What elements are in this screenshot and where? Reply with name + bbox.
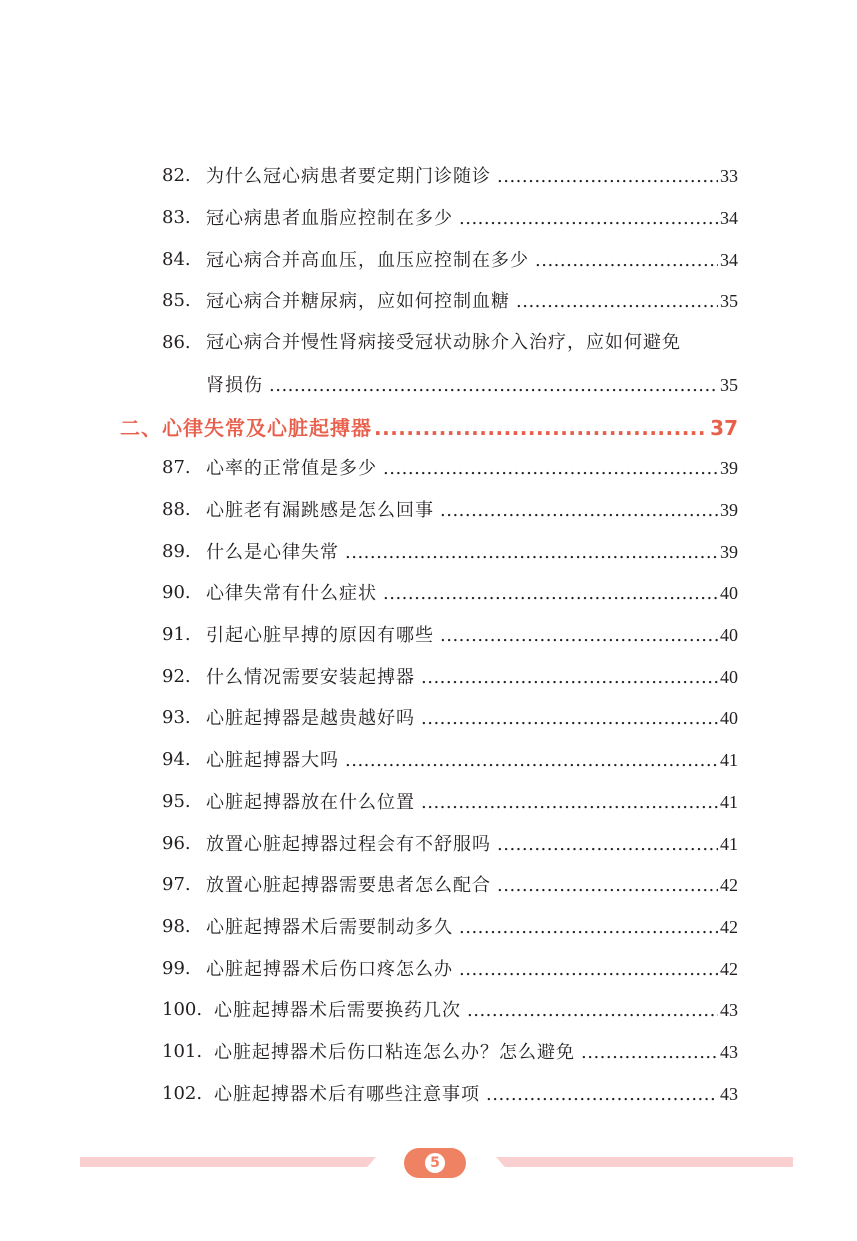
toc-entry-83[interactable]	[162, 207, 738, 229]
footer-bar-left	[80, 1157, 376, 1167]
section-page: 37	[710, 416, 738, 440]
entry-page: 41	[720, 834, 738, 854]
entry-number: 83.	[162, 207, 191, 228]
dot-leader	[459, 917, 718, 939]
toc-entry-86-line2[interactable]	[162, 374, 738, 396]
entry-title: 放置心脏起搏器需要患者怎么配合	[206, 875, 491, 896]
page-number: 5	[425, 1153, 445, 1173]
dot-leader	[269, 375, 718, 397]
toc-entry-102[interactable]	[162, 1083, 738, 1105]
section-heading[interactable]	[120, 415, 738, 441]
footer-bar-right	[496, 1157, 793, 1167]
dot-leader	[459, 959, 718, 981]
entry-title: 冠心病患者血脂应控制在多少	[206, 208, 453, 229]
dot-leader	[421, 667, 718, 689]
entry-title: 心脏起搏器术后有哪些注意事项	[214, 1084, 480, 1105]
page-number-badge	[404, 1148, 466, 1178]
entry-number: 84.	[162, 249, 191, 270]
entry-title: 心脏老有漏跳感是怎么回事	[206, 500, 434, 521]
entry-page: 40	[720, 708, 738, 728]
entry-page: 43	[720, 1042, 738, 1062]
entry-number: 89.	[162, 541, 191, 562]
entry-number: 97.	[162, 874, 191, 895]
entry-number: 88.	[162, 499, 191, 520]
toc-entry-97[interactable]	[162, 874, 738, 896]
entry-page: 33	[720, 166, 738, 186]
entry-number: 94.	[162, 749, 191, 770]
entry-page: 35	[720, 291, 738, 311]
entry-title: 为什么冠心病患者要定期门诊随诊	[206, 166, 491, 187]
entry-title: 冠心病合并慢性肾病接受冠状动脉介入治疗，应如何避免	[206, 332, 681, 353]
toc-entry-89[interactable]	[162, 541, 738, 563]
toc-entry-100[interactable]	[162, 999, 738, 1021]
toc-entry-101[interactable]	[162, 1041, 738, 1063]
entry-title: 心律失常有什么症状	[206, 583, 377, 604]
toc-entry-90[interactable]	[162, 582, 738, 604]
entry-page: 39	[720, 542, 738, 562]
entry-title: 心脏起搏器术后伤口粘连怎么办？怎么避免	[214, 1042, 575, 1063]
toc-entry-85[interactable]	[162, 290, 738, 312]
entry-number: 95.	[162, 791, 191, 812]
entry-number: 85.	[162, 290, 191, 311]
entry-title: 心脏起搏器术后需要制动多久	[206, 917, 453, 938]
entry-page: 42	[720, 875, 738, 895]
entry-title: 心脏起搏器术后伤口疼怎么办	[206, 959, 453, 980]
entry-page: 39	[720, 458, 738, 478]
toc-entry-84[interactable]	[162, 249, 738, 271]
toc-entry-86-line1[interactable]	[162, 332, 738, 354]
dot-leader	[440, 500, 718, 522]
entry-title: 心脏起搏器大吗	[206, 750, 339, 771]
entry-number: 96.	[162, 833, 191, 854]
entry-page: 35	[720, 375, 738, 395]
entry-page: 42	[720, 917, 738, 937]
entry-page: 42	[720, 959, 738, 979]
entry-number: 82.	[162, 165, 191, 186]
entry-page: 34	[720, 208, 738, 228]
toc-entry-91[interactable]	[162, 624, 738, 646]
entry-title-continued: 肾损伤	[206, 375, 263, 396]
entry-number: 91.	[162, 624, 191, 645]
entry-number: 93.	[162, 707, 191, 728]
dot-leader	[440, 625, 718, 647]
entry-title: 心脏起搏器是越贵越好吗	[206, 708, 415, 729]
toc-entry-87[interactable]	[162, 457, 738, 479]
entry-page: 40	[720, 667, 738, 687]
entry-page: 40	[720, 583, 738, 603]
entry-page: 43	[720, 1084, 738, 1104]
dot-leader	[486, 1084, 718, 1106]
entry-title: 冠心病合并糖尿病，应如何控制血糖	[206, 291, 510, 312]
entry-number: 101.	[162, 1041, 203, 1062]
toc-entry-96[interactable]	[162, 833, 738, 855]
entry-page: 41	[720, 750, 738, 770]
dot-leader	[535, 250, 718, 272]
dot-leader	[421, 708, 718, 730]
entry-page: 40	[720, 625, 738, 645]
entry-title: 心率的正常值是多少	[206, 458, 377, 479]
entry-page: 43	[720, 1000, 738, 1020]
toc-entry-93[interactable]	[162, 707, 738, 729]
toc-entry-88[interactable]	[162, 499, 738, 521]
toc-entry-99[interactable]	[162, 958, 738, 980]
toc-entry-95[interactable]	[162, 791, 738, 813]
entry-number: 100.	[162, 999, 203, 1020]
dot-leader	[497, 875, 718, 897]
entry-title: 冠心病合并高血压，血压应控制在多少	[206, 250, 529, 271]
dot-leader	[467, 1000, 718, 1022]
dot-leader	[581, 1042, 718, 1064]
entry-title: 什么是心律失常	[206, 542, 339, 563]
section-title: 二、心律失常及心脏起搏器	[120, 416, 372, 440]
dot-leader	[516, 291, 718, 313]
toc-entry-98[interactable]	[162, 916, 738, 938]
toc-entry-92[interactable]	[162, 666, 738, 688]
entry-title: 引起心脏早搏的原因有哪些	[206, 625, 434, 646]
dot-leader	[421, 792, 718, 814]
entry-page: 39	[720, 500, 738, 520]
entry-page: 34	[720, 250, 738, 270]
toc-entry-82[interactable]	[162, 165, 738, 187]
toc-entry-94[interactable]	[162, 749, 738, 771]
entry-number: 90.	[162, 582, 191, 603]
dot-leader	[383, 458, 718, 480]
entry-number: 86.	[162, 332, 191, 353]
entry-number: 92.	[162, 666, 191, 687]
entry-title: 心脏起搏器术后需要换药几次	[214, 1000, 461, 1021]
dot-leader	[345, 542, 718, 564]
entry-number: 99.	[162, 958, 191, 979]
dot-leader	[497, 166, 718, 188]
entry-title: 什么情况需要安装起搏器	[206, 667, 415, 688]
entry-number: 87.	[162, 457, 191, 478]
dot-leader	[383, 583, 718, 605]
entry-page: 41	[720, 792, 738, 812]
entry-title: 心脏起搏器放在什么位置	[206, 792, 415, 813]
dot-leader	[374, 415, 708, 441]
dot-leader	[459, 208, 718, 230]
entry-title: 放置心脏起搏器过程会有不舒服吗	[206, 834, 491, 855]
entry-number: 102.	[162, 1083, 203, 1104]
entry-number: 98.	[162, 916, 191, 937]
dot-leader	[497, 834, 718, 856]
dot-leader	[345, 750, 718, 772]
